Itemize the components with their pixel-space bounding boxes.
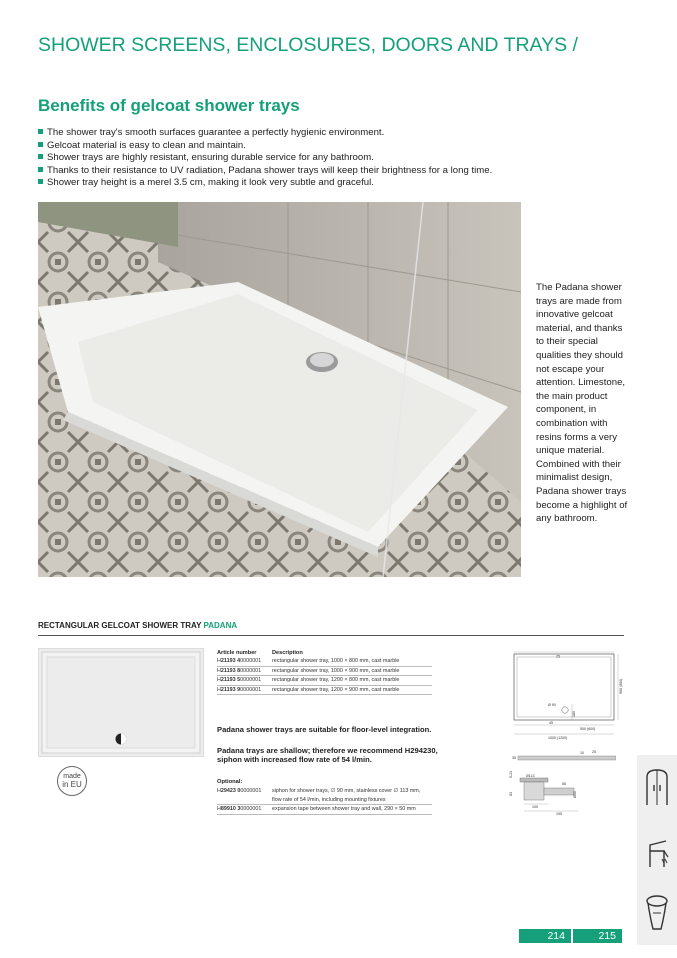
svg-text:56: 56 (562, 782, 566, 786)
category-tab-strip (637, 755, 677, 945)
table-row: H21193 50000001 rectangular shower tray, 1200 × 800 mm, cast marble (217, 676, 432, 686)
product-name: PADANA (203, 621, 238, 630)
optional-label: Optional: (217, 779, 243, 785)
column-header-article: Article number (217, 650, 257, 656)
svg-text:25: 25 (592, 750, 596, 754)
section-title: Benefits of gelcoat shower trays (38, 96, 300, 115)
svg-text:900 (800): 900 (800) (619, 678, 623, 694)
svg-text:500 (600): 500 (600) (580, 727, 596, 731)
bullet-square-icon (38, 129, 43, 134)
svg-text:35: 35 (512, 756, 516, 760)
bullet-square-icon (38, 167, 43, 172)
shower-tray-illustration (39, 649, 203, 756)
list-item: Shower trays are highly resistant, ensuring durable service for any bathroom. (38, 152, 598, 165)
svg-text:100: 100 (532, 805, 538, 809)
product-image (38, 648, 204, 757)
bullet-square-icon (38, 154, 43, 159)
product-heading: RECTANGULAR GELCOAT SHOWER TRAY PADANA (38, 621, 238, 630)
table-row: H29423 00000001 siphon for shower trays, ∅ 90 mm, stainless cover ∅ 113 mm, flow rate of 54 l/min, including mounting fixtures (217, 787, 432, 805)
bullet-square-icon (38, 179, 43, 184)
page-title: SHOWER SCREENS, ENCLOSURES, DOORS AND TRAYS / (38, 34, 578, 56)
table-row: H21193 90000001 rectangular shower tray, 1200 × 900 mm, cast marble (217, 685, 432, 695)
note-siphon: Padana trays are shallow; therefore we recommend H294230, siphon with increased flow rate of 54 l/min. (217, 746, 438, 765)
note-floor-level: Padana shower trays are suitable for floor-level integration. (217, 725, 432, 734)
svg-text:25: 25 (556, 654, 560, 659)
page-number-right: 215 (573, 929, 622, 943)
svg-text:Ø113: Ø113 (526, 774, 535, 778)
svg-text:195: 195 (556, 812, 562, 816)
svg-text:83: 83 (509, 792, 513, 796)
svg-text:45: 45 (549, 721, 553, 725)
side-description: The Padana shower trays are made from innovative gelcoat material, and thanks to their special qualities they should not escape your attention. Limestone, the main product component, in combination with resins forms a very unique material. Combined with their minimalist design, Padana shower trays become a highlight of any bathroom. (536, 282, 628, 525)
optional-table (217, 787, 432, 815)
bullet-square-icon (38, 142, 43, 147)
siphon-technical-drawing (506, 748, 616, 823)
table-row: H89910 30000001 expansion tape between shower tray and wall, 290 × 50 mm (217, 805, 432, 815)
list-item: Gelcoat material is easy to clean and maintain. (38, 140, 598, 153)
table-row: H21193 40000001 rectangular shower tray, 1000 × 800 mm, cast marble (217, 657, 432, 666)
tray-technical-drawing (508, 648, 633, 744)
svg-text:Ø 90: Ø 90 (548, 703, 556, 707)
shower-enclosure-icon[interactable] (637, 757, 677, 817)
bathroom-photo-illustration (38, 202, 521, 577)
svg-text:1000 (1200): 1000 (1200) (548, 736, 568, 740)
svg-text:Ø50: Ø50 (573, 791, 577, 798)
table-row: H21193 80000001 rectangular shower tray, 1000 × 900 mm, cast marble (217, 666, 432, 676)
faucet-icon[interactable] (637, 819, 677, 879)
list-item: Thanks to their resistance to UV radiation, Padana shower trays will keep their brightness for a long time. (38, 165, 598, 178)
svg-text:180: 180 (572, 711, 576, 717)
bathroom-photo (38, 202, 521, 577)
svg-text:5-24: 5-24 (509, 770, 513, 778)
list-item: The shower tray's smooth surfaces guarantee a perfectly hygienic environment. (38, 127, 598, 140)
page-numbers (519, 929, 622, 943)
divider (38, 635, 624, 636)
benefits-list (38, 127, 598, 190)
svg-text:10: 10 (580, 751, 584, 755)
toilet-icon[interactable] (637, 881, 677, 941)
column-header-description: Description (272, 650, 303, 656)
made-in-eu-badge: made in EU (57, 766, 87, 796)
article-table (217, 650, 432, 695)
list-item: Shower tray height is a merel 3.5 cm, making it look very subtle and graceful. (38, 177, 598, 190)
page-number-left: 214 (519, 929, 571, 943)
